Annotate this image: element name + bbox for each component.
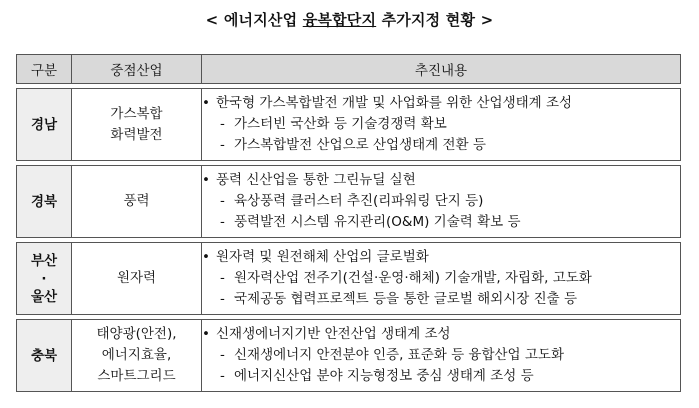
region-cell: [17, 166, 72, 238]
table-header-row: [17, 55, 681, 84]
content-sub-item: [202, 268, 680, 289]
industry-cell: [72, 320, 202, 392]
industry-line: 풍력: [123, 193, 150, 209]
dash-icon: -: [220, 116, 225, 132]
region-separator: ·: [41, 270, 47, 287]
content-sub-item: [202, 366, 680, 387]
page-title: [0, 9, 699, 30]
content-cell: [202, 243, 681, 315]
sub-text: 원자력산업 전주기(건설·운영·해체) 기술개발, 자립화, 고도화: [234, 270, 592, 286]
table-row: [17, 89, 681, 161]
sub-text: 풍력발전 시스템 유지관리(O&M) 기술력 확보 등: [234, 214, 521, 230]
region-cell: [17, 320, 72, 392]
content-sub-item: [202, 135, 680, 156]
title-suffix: 추가지정 현황 >: [376, 11, 494, 29]
sub-text: 국제공동 협력프로젝트 등을 통한 글로벌 해외시장 진출 등: [234, 291, 578, 307]
bullet-text: 원자력 및 원전해체 산업의 글로벌화: [216, 249, 429, 265]
sub-text: 에너지신산업 분야 지능형정보 중심 생태계 조성 등: [234, 368, 534, 384]
region-cell: [17, 243, 72, 315]
header-industry: 중점산업: [72, 55, 202, 84]
content-bullet: [202, 324, 680, 345]
region-name: 경남: [30, 116, 58, 133]
region-name: 경북: [30, 193, 58, 210]
sub-text: 육상풍력 클러스터 추진(리파워링 단지 등): [234, 193, 484, 209]
content-cell: [202, 89, 681, 161]
content-bullet: [202, 93, 680, 114]
title-underlined: 융복합단지: [302, 11, 377, 29]
dash-icon: -: [220, 214, 225, 230]
dash-icon: -: [220, 347, 225, 363]
region-name: 부산: [30, 252, 58, 269]
content-sub-item: [202, 212, 680, 233]
region-name: 울산: [30, 288, 58, 305]
industry-line: 원자력: [116, 270, 157, 286]
dash-icon: -: [220, 137, 225, 153]
dash-icon: -: [220, 193, 225, 209]
industry-cell: [72, 166, 202, 238]
industry-line: 화력발전: [110, 126, 163, 143]
bullet-icon: •: [202, 95, 210, 111]
table-row: [17, 243, 681, 315]
content-sub-item: [202, 114, 680, 135]
bullet-text: 풍력 신산업을 통한 그린뉴딜 실현: [216, 172, 416, 188]
table-row: [17, 166, 681, 238]
dash-icon: -: [220, 270, 225, 286]
industry-line: 스마트그리드: [97, 368, 176, 384]
table-row: [17, 320, 681, 392]
content-cell: [202, 320, 681, 392]
status-table: [16, 54, 681, 392]
content-sub-item: [202, 289, 680, 310]
industry-line: 태양광(안전),: [96, 326, 177, 342]
bullet-text: 한국형 가스복합발전 개발 및 사업화를 위한 산업생태계 조성: [216, 95, 573, 111]
header-content: 추진내용: [202, 55, 681, 84]
content-sub-item: [202, 191, 680, 212]
sub-text: 가스복합발전 산업으로 산업생태계 전환 등: [234, 137, 486, 153]
sub-text: 가스터빈 국산화 등 기술경쟁력 확보: [234, 116, 447, 132]
dash-icon: -: [220, 368, 225, 384]
bullet-icon: •: [202, 249, 210, 265]
region-cell: [17, 89, 72, 161]
content-sub-item: [202, 345, 680, 366]
header-region: 구분: [17, 55, 72, 84]
industry-line: 가스복합: [110, 105, 163, 122]
bullet-icon: •: [202, 172, 210, 188]
bullet-text: 신재생에너지기반 안전산업 생태계 조성: [216, 326, 451, 342]
dash-icon: -: [220, 291, 225, 307]
content-bullet: [202, 170, 680, 191]
industry-line: 에너지효율,: [101, 347, 172, 363]
sub-text: 신재생에너지 안전분야 인증, 표준화 등 융합산업 고도화: [234, 347, 564, 363]
content-cell: [202, 166, 681, 238]
content-bullet: [202, 247, 680, 268]
industry-cell: [72, 89, 202, 161]
bullet-icon: •: [202, 326, 210, 342]
title-prefix: < 에너지산업: [205, 11, 303, 29]
industry-cell: [72, 243, 202, 315]
region-name: 충북: [30, 347, 58, 364]
